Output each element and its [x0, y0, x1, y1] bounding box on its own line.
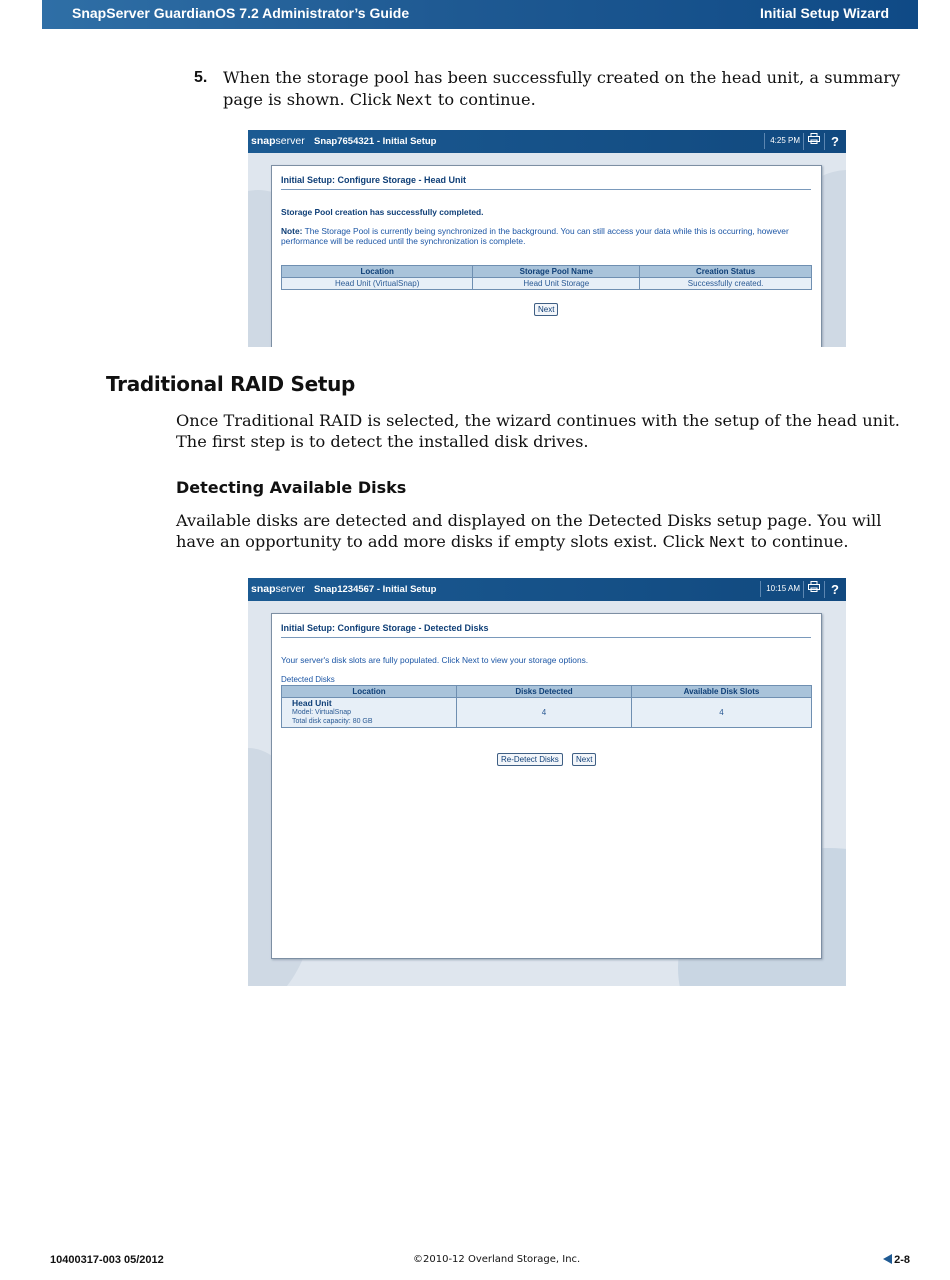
panel-title: Initial Setup: Configure Storage - Head Unit — [281, 175, 811, 190]
unit-capacity: Total disk capacity: 80 GB — [292, 718, 373, 725]
window-title: Snap7654321 - Initial Setup — [314, 136, 437, 147]
setup-panel — [271, 613, 822, 959]
column-header: Disks Detected — [457, 686, 632, 698]
previous-page-arrow-icon[interactable] — [883, 1254, 892, 1264]
note-text: The Storage Pool is currently being synchronized in the background. You can still access your data while this is occurring, however performance will be reduced until the synchronization is complete. — [281, 226, 789, 246]
clock: 10:15 AM — [760, 581, 800, 597]
detected-disks-table — [281, 685, 812, 728]
logo-server: server — [275, 135, 305, 147]
clock: 4:25 PM — [764, 133, 800, 149]
section-heading: Traditional RAID Setup — [106, 372, 356, 396]
column-header: Location — [282, 686, 457, 698]
body-text-start: Available disks are detected and displayed on the Detected Disks setup page. You will have an opportunity to add more disks if empty slots exist. Click — [176, 511, 882, 551]
logo-snap: snap — [251, 135, 276, 147]
populated-message: Your server's disk slots are fully populated. Click Next to view your storage options. — [281, 655, 589, 665]
logo-server: server — [275, 583, 305, 595]
help-icon[interactable]: ? — [824, 581, 845, 598]
table-cell: Head Unit (VirtualSnap) — [282, 278, 473, 290]
location-cell — [282, 698, 457, 728]
app-title-bar — [248, 578, 846, 601]
table-header-row — [282, 686, 812, 698]
next-keyword: Next — [396, 91, 433, 109]
success-message: Storage Pool creation has successfully completed. — [281, 207, 484, 217]
printer-icon[interactable] — [803, 133, 824, 150]
panel-title: Initial Setup: Configure Storage - Detected Disks — [281, 623, 811, 638]
unit-name: Head Unit — [292, 698, 332, 708]
column-header: Storage Pool Name — [473, 266, 640, 278]
step-text-start: When the storage pool has been successfully created on the head unit, a summary page is shown. Click — [223, 68, 901, 109]
logo-snap: snap — [251, 583, 276, 595]
setup-panel — [271, 165, 822, 347]
step-5 — [194, 67, 919, 111]
table-cell: Successfully created. — [640, 278, 812, 290]
subsection-heading: Detecting Available Disks — [176, 478, 407, 497]
section-intro: Once Traditional RAID is selected, the wizard continues with the setup of the head unit. The first step is to detect the installed disk drives. — [176, 411, 900, 451]
screenshot-storage-pool-summary — [248, 130, 846, 347]
page-header — [42, 0, 918, 29]
document-number: 10400317-003 05/2012 — [50, 1254, 164, 1266]
subsection-body — [176, 510, 921, 553]
step-number: 5. — [194, 69, 208, 86]
re-detect-disks-button[interactable]: Re-Detect Disks — [497, 753, 563, 766]
table-row — [282, 278, 812, 290]
snapserver-logo — [251, 135, 305, 147]
table-cell: 4 — [457, 698, 632, 728]
table-cell: Head Unit Storage — [473, 278, 640, 290]
storage-pool-table — [281, 265, 812, 290]
table-caption: Detected Disks — [281, 675, 335, 684]
table-cell: 4 — [632, 698, 812, 728]
unit-model: Model: VirtualSnap — [292, 709, 352, 716]
page-number-text: 2-8 — [894, 1254, 910, 1266]
printer-icon[interactable] — [803, 581, 824, 598]
column-header: Location — [282, 266, 473, 278]
snapserver-logo — [251, 583, 305, 595]
column-header: Creation Status — [640, 266, 812, 278]
screenshot-detected-disks — [248, 578, 846, 986]
table-row — [282, 698, 812, 728]
window-title: Snap1234567 - Initial Setup — [314, 584, 437, 595]
section-title: Initial Setup Wizard — [760, 5, 889, 21]
note-label: Note: — [281, 226, 303, 236]
page-number — [883, 1254, 910, 1266]
help-icon[interactable]: ? — [824, 133, 845, 150]
note — [281, 226, 811, 246]
body-text-end: to continue. — [745, 532, 849, 551]
next-keyword: Next — [709, 533, 746, 551]
next-button[interactable]: Next — [572, 753, 596, 766]
next-button[interactable]: Next — [534, 303, 558, 316]
app-title-bar — [248, 130, 846, 153]
step-text-end: to continue. — [432, 90, 536, 109]
guide-title: SnapServer GuardianOS 7.2 Administrator’s Guide — [72, 5, 410, 21]
copyright: ©2010-12 Overland Storage, Inc. — [413, 1254, 581, 1265]
step-text — [223, 67, 919, 111]
table-header-row — [282, 266, 812, 278]
column-header: Available Disk Slots — [632, 686, 812, 698]
